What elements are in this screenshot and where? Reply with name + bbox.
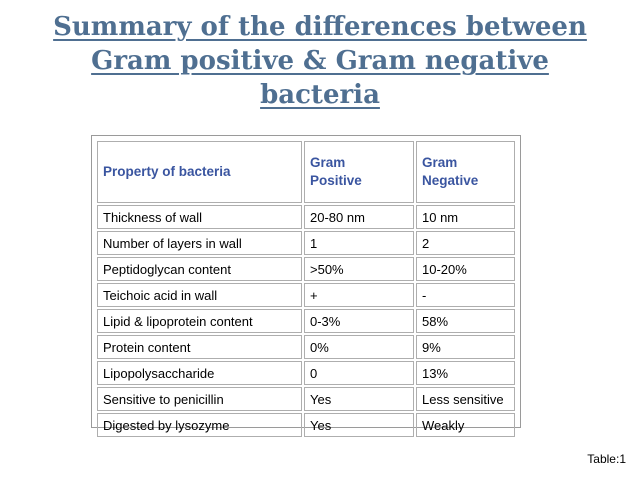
title-line-3: bacteria [260, 80, 380, 110]
cell-gram-negative: Weakly [416, 413, 515, 437]
comparison-table-frame [91, 135, 521, 433]
cell-gram-positive: >50% [304, 257, 414, 281]
cell-gram-negative: - [416, 283, 515, 307]
header-property: Property of bacteria [97, 141, 302, 203]
cell-gram-negative: 10 nm [416, 205, 515, 229]
table-row [97, 205, 515, 229]
header-gram-negative [416, 141, 515, 203]
header-gram-positive-label: Gram Positive [310, 155, 362, 188]
cell-gram-positive: 1 [304, 231, 414, 255]
header-gram-positive [304, 141, 414, 203]
cell-property: Lipid & lipoprotein content [97, 309, 302, 333]
cell-property: Thickness of wall [97, 205, 302, 229]
cell-property: Teichoic acid in wall [97, 283, 302, 307]
cell-gram-positive: Yes [304, 413, 414, 437]
cell-gram-positive: 0-3% [304, 309, 414, 333]
table-row [97, 335, 515, 359]
cell-gram-negative: Less sensitive [416, 387, 515, 411]
cell-property: Sensitive to penicillin [97, 387, 302, 411]
table-row [97, 361, 515, 385]
cell-gram-negative: 58% [416, 309, 515, 333]
cell-gram-negative: 10-20% [416, 257, 515, 281]
table-header-row [97, 141, 515, 203]
table-row [97, 309, 515, 333]
cell-gram-positive: 0 [304, 361, 414, 385]
cell-gram-negative: 2 [416, 231, 515, 255]
cell-property: Protein content [97, 335, 302, 359]
header-gram-negative-label: Gram Negative [422, 155, 479, 188]
comparison-table [95, 139, 517, 439]
cell-gram-negative: 13% [416, 361, 515, 385]
table-row [97, 413, 515, 437]
table-row [97, 231, 515, 255]
table-row [97, 283, 515, 307]
cell-gram-positive: 0% [304, 335, 414, 359]
title-line-2: Gram positive & Gram negative [91, 46, 549, 76]
cell-property: Number of layers in wall [97, 231, 302, 255]
cell-gram-positive: + [304, 283, 414, 307]
table-row [97, 257, 515, 281]
slide-title [20, 10, 620, 112]
cell-property: Digested by lysozyme [97, 413, 302, 437]
cell-gram-negative: 9% [416, 335, 515, 359]
cell-property: Lipopolysaccharide [97, 361, 302, 385]
cell-gram-positive: 20-80 nm [304, 205, 414, 229]
table-body [97, 205, 515, 437]
title-line-1: Summary of the differences between [53, 12, 587, 42]
table-row [97, 387, 515, 411]
table-caption: Table:1 [587, 452, 626, 466]
cell-property: Peptidoglycan content [97, 257, 302, 281]
cell-gram-positive: Yes [304, 387, 414, 411]
